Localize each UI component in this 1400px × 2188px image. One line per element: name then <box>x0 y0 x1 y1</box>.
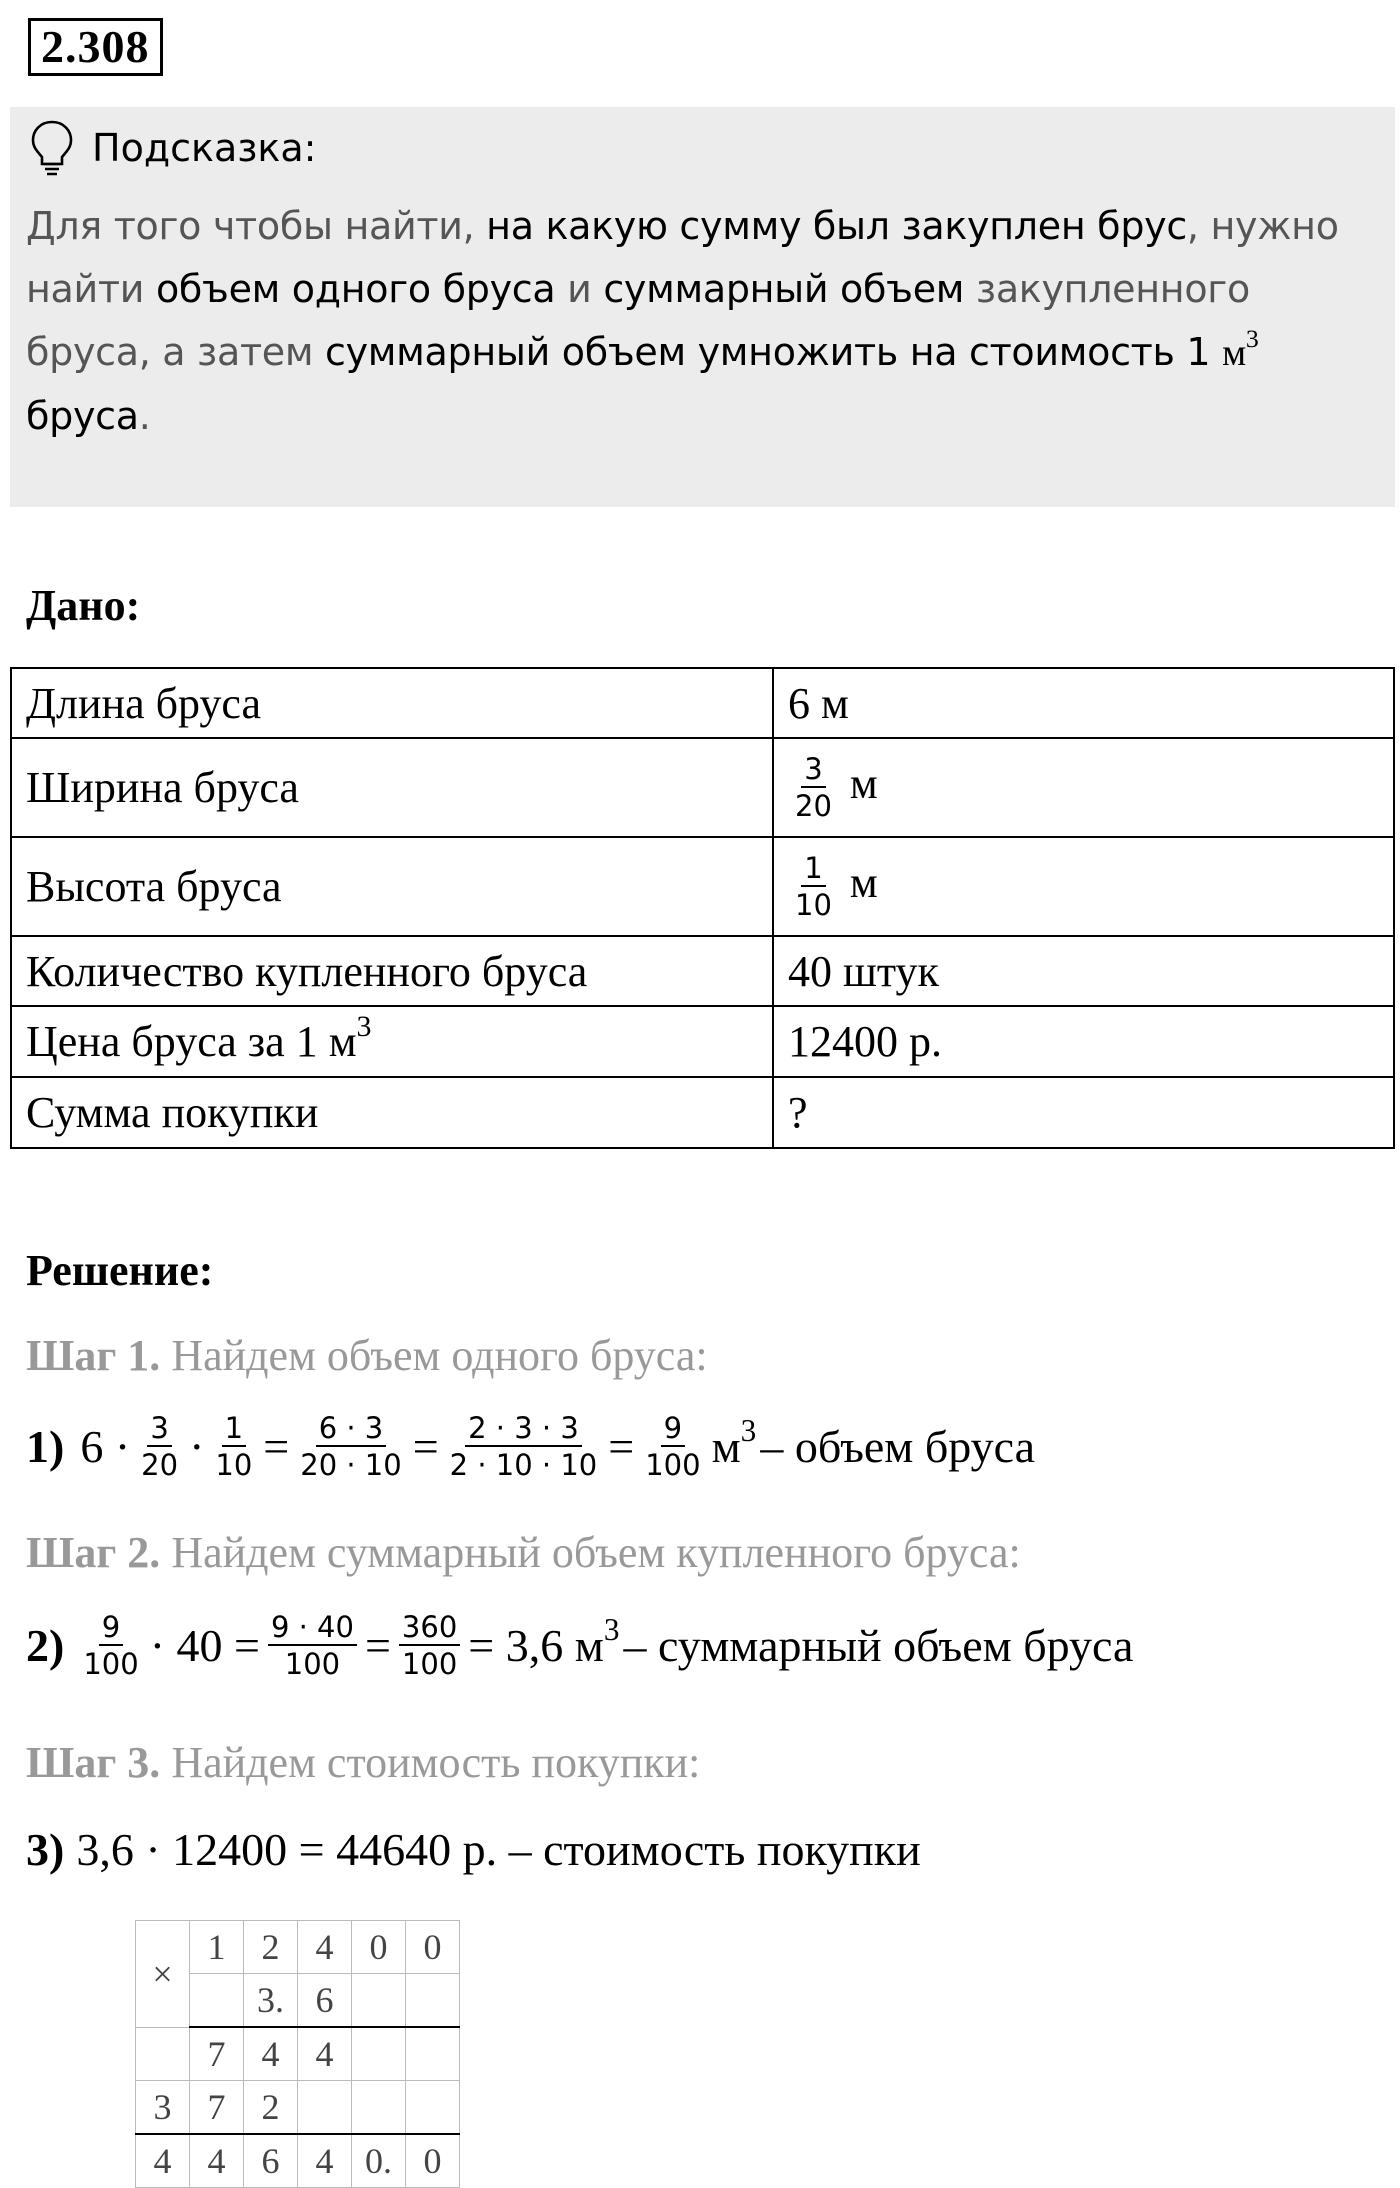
given-row <box>11 936 1394 1006</box>
given-value: 12400 р. <box>773 1006 1394 1077</box>
given-table <box>10 667 1395 1149</box>
hint-seg-bold: суммарный объем <box>603 267 965 311</box>
mult-cell: 0 <box>406 1921 460 1974</box>
mult-row <box>136 2134 460 2188</box>
calc-2: 2) $\frac{9}{100}$ · 40 = $\frac{9 \cdot 40}{100}$ = $\frac{360}{100}$ = 3,6 $м^3$ – суммарный объем бруса <box>26 1610 1134 1682</box>
fraction: $\frac{1}{10}$ <box>215 1411 253 1483</box>
fraction: $\frac{360}{100}$ <box>399 1612 460 1680</box>
mult-cell: 6 <box>298 1974 352 2028</box>
mult-cell: 1 <box>190 1921 244 1974</box>
given-label: Цена бруса за 1 $м^3$ <box>11 1006 773 1077</box>
fraction: $\frac{9}{100}$ <box>645 1411 701 1483</box>
mult-cell <box>352 2081 406 2135</box>
given-label: Высота бруса <box>11 837 773 936</box>
fraction: $\frac{9 \cdot 40}{100}$ <box>268 1612 357 1680</box>
step-3: Шаг 3. Найдем стоимость покупки: <box>26 1738 701 1787</box>
given-row <box>11 738 1394 837</box>
hint-seg: , нужно найти <box>26 204 1339 311</box>
given-label: Длина бруса <box>11 668 773 738</box>
hint-title-text: Подсказка: <box>92 126 317 170</box>
mult-cell: 3 <box>136 2081 190 2135</box>
mult-cell: 4 <box>298 2134 352 2188</box>
problem-number: 2.308 <box>28 18 163 76</box>
mult-cell <box>136 2027 190 2081</box>
given-value: 6 м <box>773 668 1394 738</box>
fraction: $\frac{9}{100}$ <box>83 1610 139 1682</box>
mult-cell <box>406 2081 460 2135</box>
hint-seg: . <box>138 394 151 438</box>
mult-cell: 0 <box>352 1921 406 1974</box>
given-value: $\frac{1}{10}$ м <box>773 837 1394 936</box>
solution-heading: Решение: <box>26 1246 214 1295</box>
mult-cell <box>190 1974 244 2028</box>
mult-cell: 4 <box>136 2134 190 2188</box>
hint-title <box>30 119 316 177</box>
mult-cell <box>298 2081 352 2135</box>
given-row <box>11 837 1394 936</box>
mult-row <box>136 1921 460 1974</box>
mult-cell: 7 <box>190 2027 244 2081</box>
hint-seg-bold: бруса <box>26 394 139 438</box>
step-1: Шаг 1. Найдем объем одного бруса: <box>26 1331 708 1380</box>
mult-cell: 2 <box>244 1921 298 1974</box>
given-label: Количество купленного бруса <box>11 936 773 1006</box>
given-row <box>11 1006 1394 1077</box>
mult-cell: 0. <box>352 2134 406 2188</box>
given-row <box>11 668 1394 738</box>
fraction: $\frac{2 \cdot 3 \cdot 3}{2 \cdot 10 \cdot 10}$ <box>449 1411 598 1483</box>
hint-seg: и <box>555 267 604 311</box>
mult-cell: × <box>136 1921 190 2028</box>
hint-seg: закупленного бруса, а затем <box>26 267 1250 374</box>
given-label: Сумма покупки <box>11 1077 773 1148</box>
mult-cell: 4 <box>244 2027 298 2081</box>
mult-cell: 4 <box>298 1921 352 1974</box>
hint-seg: Для того чтобы найти, <box>26 204 487 248</box>
mult-cell <box>406 1974 460 2028</box>
hint-text <box>26 195 1386 448</box>
hint-seg-bold: объем одного бруса <box>155 267 556 311</box>
calc-3: 3) 3,6 · 12400 = 44640 р. – стоимость покупки <box>26 1824 921 1875</box>
given-value: $\frac{3}{20}$ м <box>773 738 1394 837</box>
mult-row <box>136 2027 460 2081</box>
mult-cell: 4 <box>298 2027 352 2081</box>
mult-cell: 2 <box>244 2081 298 2135</box>
fraction: $\frac{3}{20}$ <box>141 1411 179 1483</box>
mult-cell: 7 <box>190 2081 244 2135</box>
mult-cell: 3. <box>244 1974 298 2028</box>
given-row <box>11 1077 1394 1148</box>
mult-cell <box>352 2027 406 2081</box>
given-label: Ширина бруса <box>11 738 773 837</box>
mult-row <box>136 2081 460 2135</box>
given-value: ? <box>773 1077 1394 1148</box>
calc-1: 1) 6 · $\frac{3}{20}$ · $\frac{1}{10}$ = $\frac{6 \cdot 3}{20 \cdot 10}$ = $\frac{2 \cdot 3 \cdot 3}{2 \cdot 10 \cdot 10}$ = $\frac{9}{100}$ $м^3$ – объем бруса <box>26 1411 1036 1483</box>
mult-cell: 6 <box>244 2134 298 2188</box>
given-heading: Дано: <box>26 581 141 630</box>
hint-unit: $м^3$ <box>1222 324 1259 374</box>
hint-seg-bold: суммарный объем умножить на стоимость 1 <box>325 330 1223 374</box>
mult-cell <box>352 1974 406 2028</box>
fraction: $\frac{3}{20}$ <box>795 751 832 823</box>
column-multiplication <box>135 1920 460 2188</box>
mult-cell: 0 <box>406 2134 460 2188</box>
step-2: Шаг 2. Найдем суммарный объем купленного бруса: <box>26 1528 1021 1577</box>
mult-cell <box>406 2027 460 2081</box>
lightbulb-icon <box>30 119 74 177</box>
hint-box <box>10 107 1395 507</box>
fraction: $\frac{1}{10}$ <box>795 850 832 922</box>
mult-cell: 4 <box>190 2134 244 2188</box>
given-value: 40 штук <box>773 936 1394 1006</box>
hint-seg-bold: на какую сумму был закуплен брус <box>486 204 1187 248</box>
fraction: $\frac{6 \cdot 3}{20 \cdot 10}$ <box>300 1411 402 1483</box>
